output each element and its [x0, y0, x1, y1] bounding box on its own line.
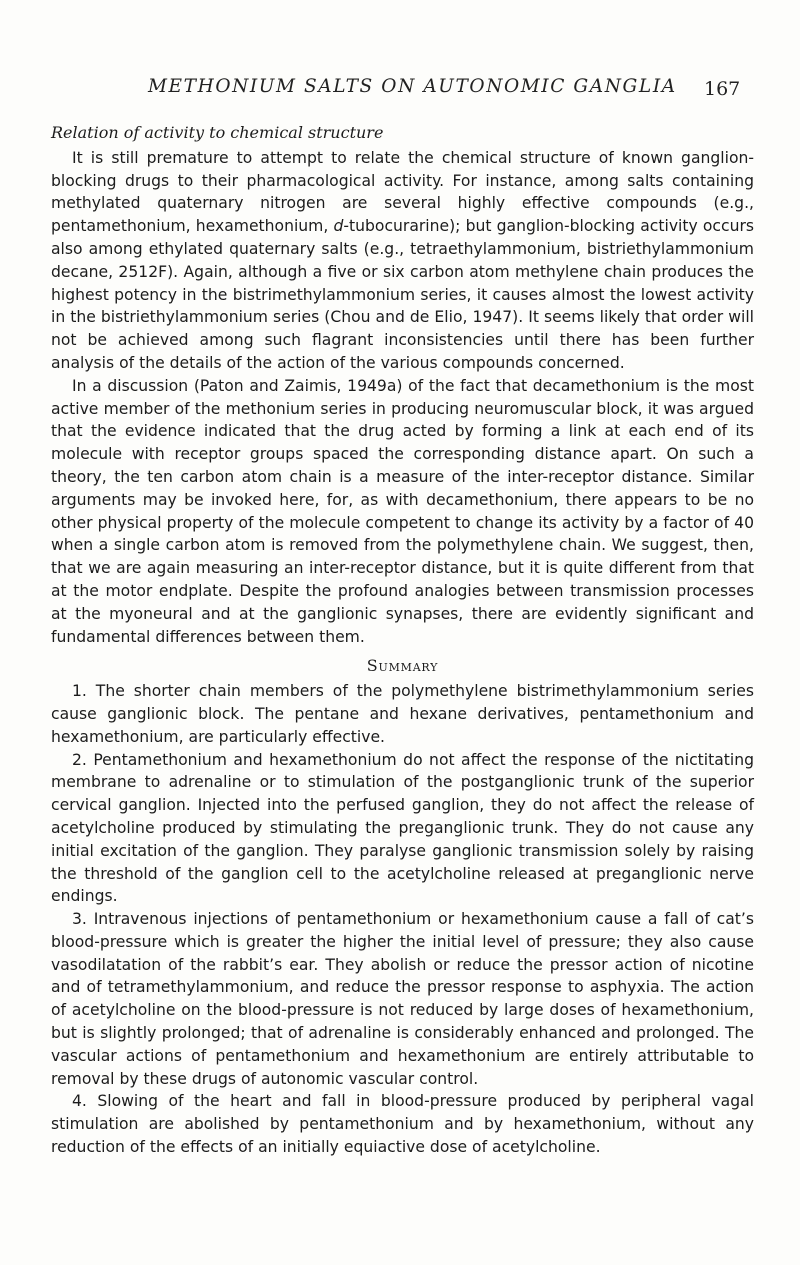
- running-title: METHONIUM SALTS ON AUTONOMIC GANGLIA: [148, 76, 677, 97]
- summary-item-4: 4. Slowing of the heart and fall in blood-pressure produced by peripheral vagal stimulation are abolished by pentamethonium and by hexamethonium, without any reduction of the effects of an initially equiactive dose of acetylcholine.: [51, 1092, 754, 1157]
- paragraph-2: In a discussion (Paton and Zaimis, 1949a) of the fact that decamethonium is the most active member of the methonium series in producing neuromuscular block, it was argued that the evidence indicated that the drug acted by forming a link at each end of its molecule with receptor groups spaced the corresponding distance apart. On such a theory, the ten carbon atom chain is a measure of the inter-receptor distance. Similar arguments may be invoked here, for, as with decamethonium, there appears to be no other physical property of the molecule competent to change its activity by a factor of 40 when a single carbon atom is removed from the polymethylene chain. We suggest, then, that we are again measuring an inter-receptor distance, but it is quite different from that at the motor endplate. Despite the profound analogies between transmission processes at the myoneural and at the ganglionic synapses, there are evidently significant and fundamental differences between them.: [51, 376, 754, 646]
- paragraph-1-part-a: It is still premature to attempt to relate the chemical structure of known ganglion-blocking drugs to their pharmacological activity. For instance, among salts containing methylated quaternary nitrogen are several highly effective compounds (e.g., pentamethonium, hexamethonium,: [51, 148, 754, 236]
- page-header: [0, 70, 800, 110]
- summary-heading: Summary: [366, 656, 439, 676]
- paragraph-1-italic-d: d: [333, 217, 344, 236]
- paragraph-1-part-b: -tubocurarine); but ganglion-blocking activity occurs also among ethylated quaternary salts (e.g., tetraethylammonium, bistriethylammonium decane, 2512F). Again, although a five or six carbon atom methylene chain produces the highest potency in the bistrimethylammonium series, it causes almost the lowest activity in the bistriethylammonium series (Chou and de Elio, 1947). It seems likely that order will not be achieved among such flagrant inconsistencies until there has been further analysis of the details of the action of the various compounds concerned.: [51, 217, 754, 372]
- paragraph-1: [51, 147, 754, 375]
- page-number: 167: [704, 78, 741, 100]
- summary-item-2: 2. Pentamethonium and hexamethonium do not affect the response of the nictitating membrane to adrenaline or to stimulation of the postganglionic trunk of the superior cervical ganglion. Injected into the perfused ganglion, they do not affect the release of acetylcholine produced by stimulating the preganglionic trunk. They do not cause any initial excitation of the ganglion. They paralyse ganglionic transmission solely by raising the threshold of the ganglion cell to the acetylcholine released at preganglionic nerve endings.: [51, 750, 754, 906]
- summary-item-3: 3. Intravenous injections of pentamethonium or hexamethonium cause a fall of cat’s blood-pressure which is greater the higher the initial level of pressure; they also cause vasodilatation of the rabbit’s ear. They abolish or reduce the pressor action of nicotine and of tetramethylammonium, and reduce the pressor response to asphyxia. The action of acetylcholine on the blood-pressure is not reduced by large doses of hexamethonium, but is slightly prolonged; that of adrenaline is considerably enhanced and prolonged. The vascular actions of pentamethonium and hexamethonium are entirely attributable to removal by these drugs of autonomic vascular control.: [51, 910, 754, 1088]
- summary-item-1: 1. The shorter chain members of the polymethylene bistrimethylammonium series cause ganglionic block. The pentane and hexane derivatives, pentamethonium and hexamethonium, are particularly effective.: [51, 682, 754, 746]
- page-body: [51, 122, 754, 1159]
- section-heading: Relation of activity to chemical structure: [51, 123, 384, 142]
